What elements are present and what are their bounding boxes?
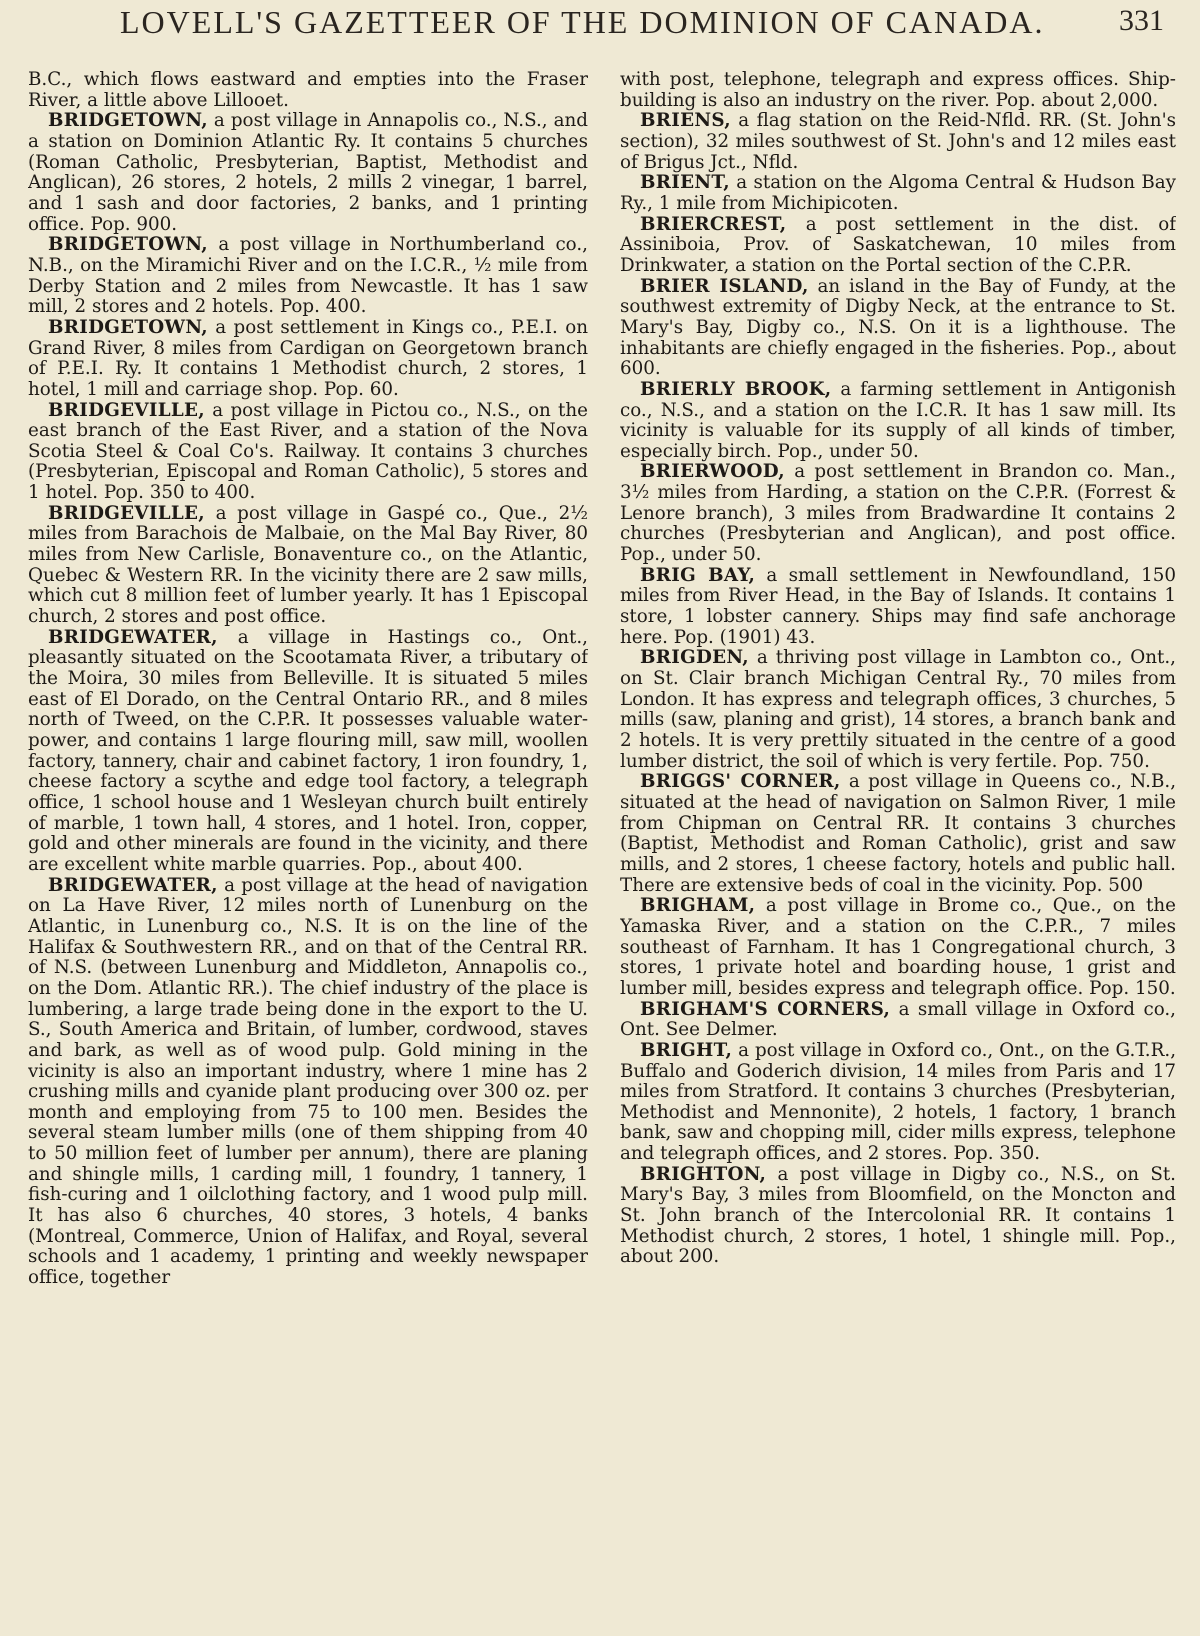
- gazetteer-entry: [28, 401, 588, 504]
- entry-text: a post village in Pictou co., N.S., on the east branch of the East River, and a station of the Nova Scotia Steel & Coal Co's. Railway. It contains 3 churches (Presbyterian, Episcopal and Roman Catholic), 5 stores and 1 hotel. Pop. 350 to 400.: [28, 399, 588, 504]
- entry-heading: BRIGHT,: [640, 1039, 733, 1061]
- entry-heading: BRIENS,: [640, 110, 731, 132]
- gazetteer-entry: [28, 504, 588, 628]
- entry-text: a small settlement in Newfoundland, 150 miles from River Head, in the Bay of Islands. It contains 1 store, 1 lobster cannery. Ships may find safe anchorage here. Pop. (1901) 43.: [620, 564, 1176, 648]
- entry-text: an island in the Bay of Fundy, at the southwest extremity of Digby Neck, at the entrance to St. Mary's Bay, Digby co., N.S. On it is a lighthouse. The inhabitants are chiefly engaged in the fisheries. Pop., about 600.: [620, 275, 1176, 380]
- gazetteer-entry: [620, 772, 1176, 896]
- entry-text: a farming settlement in Antigonish co., N.S., and a station on the I.C.R. It has 1 saw mill. Its vicinity is valuable for its supply of all kinds of timber, especially birch. Pop., under 50.: [620, 378, 1176, 462]
- gazetteer-entry: [620, 111, 1176, 173]
- entry-heading: BRIGDEN,: [640, 647, 749, 669]
- gazetteer-entry: [28, 70, 588, 111]
- entry-text: a post village in Oxford co., Ont., on the G.T.R., Buffalo and Goderich division, 14 miles from Paris and 17 miles from Stratford. It contains 3 churches (Presbyterian, Methodist and Mennonite), 2 hotels, 1 factory, 1 branch bank, saw and chopping mill, cider mills express, telephone and telegraph offices, and 2 stores. Pop. 350.: [620, 1039, 1176, 1165]
- entry-heading: BRIDGETOWN,: [48, 110, 208, 132]
- gazetteer-entry: [28, 318, 588, 401]
- entry-heading: BRIDGEVILLE,: [48, 399, 205, 421]
- entry-text: a small village in Oxford co., Ont. See Delmer.: [620, 998, 1176, 1041]
- entry-text: a post settlement in Kings co., P.E.I. on Grand River, 8 miles from Cardigan on Georgetown branch of P.E.I. Ry. It contains 1 Methodist church, 2 stores, 1 hotel, 1 mill and carriage shop. Pop. 60.: [28, 316, 588, 400]
- entry-heading: BRIDGETOWN,: [48, 316, 208, 338]
- entry-text: a village in Hastings co., Ont., pleasantly situated on the Scootamata River, a tributary of the Moira, 30 miles from Belleville. It is situated 5 miles east of El Dorado, on the Central Ontario RR., and 8 miles north of Tweed, on the C.P.R. It possesses valuable water-power, and contains 1 large flouring mill, saw mill, woollen factory, tannery, chair and cabinet factory, 1 iron foundry, 1, cheese factory a scythe and edge tool factory, a telegraph office, 1 school house and 1 Wesleyan church built entirely of marble, 1 town hall, 4 stores, and 1 hotel. Iron, copper, gold and other minerals are found in the vicinity, and there are excellent white marble quarries. Pop., about 400.: [28, 626, 588, 875]
- entry-text: a station on the Algoma Central & Hudson Bay Ry., 1 mile from Michipicoten.: [620, 172, 1176, 214]
- entry-text: a post settlement in Brandon co. Man., 3½ miles from Harding, a station on the C.P.R. (Forrest & Lenore branch), 3 miles from Bradwardine It contains 2 churches (Presbyterian and Anglican), and post office. Pop., under 50.: [620, 461, 1176, 566]
- entry-text: a thriving post village in Lambton co., Ont., on St. Clair branch Michigan Central Ry., 70 miles from London. It has express and telegraph offices, 3 churches, 5 mills (saw, planing and grist), 14 stores, a branch bank and 2 hotels. It is very prettily situated in the centre of a good lumber district, the soil of which is very fertile. Pop. 750.: [620, 647, 1176, 772]
- entry-text: a post village in Queens co., N.B., situated at the head of navigation on Salmon River, 1 mile from Chipman on Central RR. It contains 3 churches (Baptist, Methodist and Roman Catholic), grist and saw mills, and 2 stores, 1 cheese factory, hotels and public hall. There are extensive beds of coal in the vicinity. Pop. 500: [620, 771, 1176, 896]
- right-column: [620, 70, 1176, 1622]
- gazetteer-entry: [620, 648, 1176, 772]
- gazetteer-entry: [620, 1041, 1176, 1165]
- entry-heading: BRIGHAM'S CORNERS,: [640, 998, 891, 1020]
- gazetteer-entry: [620, 1165, 1176, 1268]
- entry-text: with post, telephone, telegraph and express offices. Ship-building is also an industry on the river. Pop. about 2,000.: [620, 70, 1176, 111]
- entry-heading: BRIERCREST,: [640, 213, 787, 235]
- gazetteer-entry: [28, 111, 588, 235]
- entry-heading: BRIG BAY,: [640, 564, 756, 586]
- left-column: [28, 70, 588, 1622]
- page-number: 331: [1119, 4, 1164, 37]
- entry-heading: BRIER ISLAND,: [640, 275, 809, 297]
- entry-text: a post village in Digby co., N.S., on St. Mary's Bay, 3 miles from Bloomfield, on the Moncton and St. John branch of the Intercolonial RR. It contains 1 Methodist church, 2 stores, 1 hotel, 1 shingle mill. Pop., about 200.: [620, 1163, 1176, 1268]
- gazetteer-entry: [620, 70, 1176, 111]
- gazetteer-entry: [620, 215, 1176, 277]
- gazetteer-entry: [620, 173, 1176, 214]
- gazetteer-entry: [620, 380, 1176, 463]
- entry-heading: BRIENT,: [640, 172, 730, 194]
- gazetteer-entry: [28, 235, 588, 318]
- gazetteer-entry: [28, 876, 588, 1289]
- entry-text: a post village in Gaspé co., Que., 2½ miles from Barachois de Malbaie, on the Mal Bay River, 80 miles from New Carlisle, Bonaventure co., on the Atlantic, Quebec & Western RR. In the vicinity there are 2 saw mills, which cut 8 million feet of lumber yearly. It has 1 Episcopal church, 2 stores and post office.: [28, 502, 588, 628]
- gazetteer-entry: [28, 628, 588, 876]
- entry-text: B.C., which flows eastward and empties into the Fraser River, a little above Lillooet.: [28, 70, 588, 111]
- entry-text: a post settlement in the dist. of Assiniboia, Prov. of Saskatchewan, 10 miles from Drinkwater, a station on the Portal section of the C.P.R.: [620, 213, 1176, 276]
- entry-heading: BRIDGEVILLE,: [48, 502, 205, 524]
- entry-heading: BRIERWOOD,: [640, 461, 785, 483]
- gazetteer-entry: [620, 896, 1176, 999]
- gazetteer-entry: [620, 566, 1176, 649]
- gazetteer-entry: [620, 277, 1176, 380]
- entry-heading: BRIERLY BROOK,: [640, 378, 832, 400]
- entry-text: a post village at the head of navigation on La Have River, 12 miles north of Lunenburg on the Atlantic, in Lunenburg co., N.S. It is on the line of the Halifax & Southwestern RR., and on that of the Central RR. of N.S. (between Lunenburg and Middleton, Annapolis co., on the Dom. Atlantic RR.). The chief industry of the place is lumbering, a large trade being done in the export to the U. S., South America and Britain, of lumber, cordwood, staves and bark, as well as of wood pulp. Gold mining in the vicinity is also an important industry, where 1 mine has 2 crushing mills and cyanide plant producing over 300 oz. per month and employing from 75 to 100 men. Besides the several steam lumber mills (one of them shipping from 40 to 50 million feet of lumber per annum), there are planing and shingle mills, 1 carding mill, 1 foundry, 1 tannery, 1 fish-curing and 1 oilclothing factory, and 1 wood pulp mill. It has also 6 churches, 40 stores, 3 hotels, 4 banks (Montreal, Commerce, Union of Halifax, and Royal, several schools and 1 academy, 1 printing and weekly newspaper office, together: [28, 874, 588, 1289]
- running-header: [0, 2, 1200, 48]
- gazetteer-entry: [620, 1000, 1176, 1041]
- entry-text: a flag station on the Reid-Nfld. RR. (St. John's section), 32 miles southwest of St. John's and 12 miles east of Brigus Jct., Nfld.: [620, 110, 1176, 173]
- entry-heading: BRIDGEWATER,: [48, 874, 218, 896]
- page-title: LOVELL'S GAZETTEER OF THE DOMINION OF CANADA.: [120, 4, 1045, 40]
- gazetteer-entry: [620, 462, 1176, 565]
- entry-text: a post village in Annapolis co., N.S., and a station on Dominion Atlantic Ry. It contains 5 churches (Roman Catholic, Presbyterian, Baptist, Methodist and Anglican), 26 stores, 2 hotels, 2 mills 2 vinegar, 1 barrel, and 1 sash and door factories, 2 banks, and 1 printing office. Pop. 900.: [28, 110, 588, 235]
- entry-heading: BRIGGS' CORNER,: [640, 771, 841, 793]
- entry-heading: BRIDGEWATER,: [48, 626, 218, 648]
- entry-heading: BRIDGETOWN,: [48, 234, 208, 256]
- entry-text: a post village in Northumberland co., N.B., on the Miramichi River and on the I.C.R., ½ mile from Derby Station and 2 miles from Newcastle. It has 1 saw mill, 2 stores and 2 hotels. Pop. 400.: [28, 234, 588, 318]
- entry-heading: BRIGHTON,: [640, 1163, 767, 1185]
- entry-heading: BRIGHAM,: [640, 895, 756, 917]
- entry-text: a post village in Brome co., Que., on the Yamaska River, and a station on the C.P.R., 7 miles southeast of Farnham. It has 1 Congregational church, 3 stores, 1 private hotel and boarding house, 1 grist and lumber mill, besides express and telegraph office. Pop. 150.: [620, 895, 1176, 999]
